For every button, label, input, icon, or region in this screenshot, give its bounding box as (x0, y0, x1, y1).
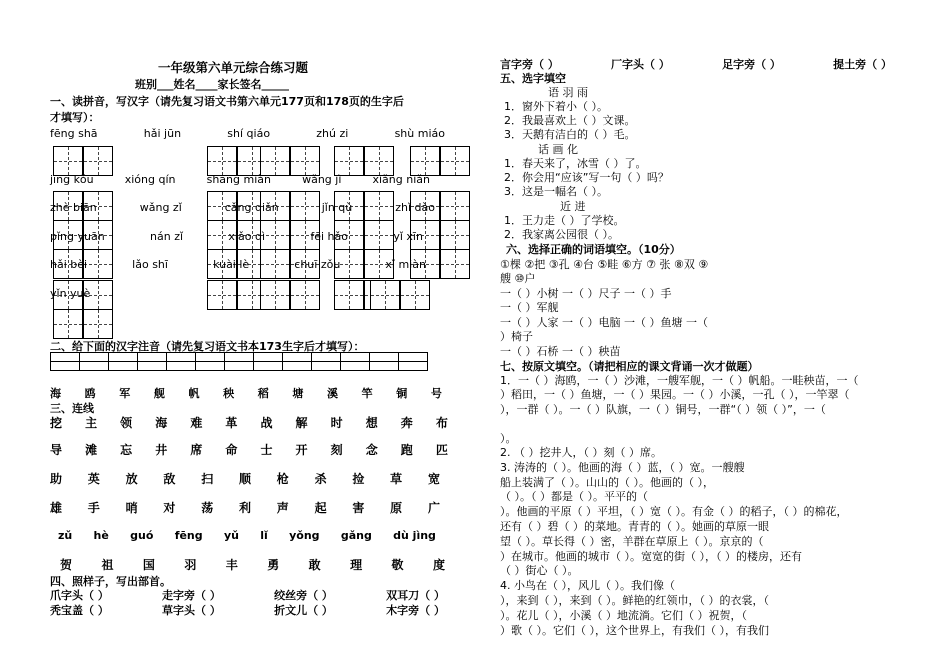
section5-heading: 五、选字填空 (500, 72, 566, 85)
measure-word-options: ①棵 ②把 ③孔 ④台 ⑤畦 ⑥方 ⑦ 张 ⑧双 ⑨ (500, 258, 709, 271)
hanzi[interactable]: 士 (260, 443, 273, 457)
recite-fill-line[interactable]: ）歌（ ）。它们（ ），这个世界上，有我们（ ），有我们 (500, 624, 769, 637)
match-row-3 (50, 470, 440, 487)
hanzi[interactable]: 害 (352, 501, 365, 515)
pinyin-item: xiǎo qì (228, 230, 265, 243)
hanzi: 铜 (396, 387, 408, 400)
pinyin-row-3 (50, 201, 435, 214)
pinyin-item: jīng kǒu (50, 173, 94, 186)
radical-item[interactable]: 折文儿（ ） (274, 604, 333, 617)
pinyin-item[interactable]: guó (130, 529, 154, 542)
recite-fill-line[interactable]: ）。 (500, 432, 517, 445)
hanzi[interactable]: 刻 (330, 443, 343, 457)
hanzi[interactable]: 想 (365, 416, 378, 430)
writing-box[interactable] (440, 191, 470, 221)
hanzi[interactable]: 对 (163, 501, 176, 515)
writing-box[interactable] (83, 146, 113, 176)
pinyin-item[interactable]: yǔ (223, 529, 239, 542)
hanzi[interactable]: 原 (390, 501, 403, 515)
pinyin-item: pǐng yuān (50, 230, 105, 243)
hanzi[interactable]: 战 (260, 416, 273, 430)
radical-item[interactable]: 双耳刀（ ） (386, 589, 445, 602)
hanzi[interactable]: 匹 (435, 443, 448, 457)
writing-box[interactable] (364, 146, 394, 176)
pinyin-item: kuài lè (213, 258, 250, 271)
hanzi[interactable]: 祖 (101, 558, 114, 572)
recite-fill-line[interactable]: ），来到（ ），来到（ ）。鲜艳的红领巾，（ ）的衣裳，（ (500, 594, 769, 607)
fill-sentence[interactable]: 2．我最喜欢上（ ）文课。 (504, 114, 636, 127)
match-row-4 (50, 499, 440, 516)
hanzi[interactable]: 顺 (238, 472, 251, 486)
recite-fill-line[interactable]: 还有（ ）碧（ ）的菜地。青青的（ ）。她画的草原一眼 (500, 520, 769, 533)
hanzi: 号 (430, 387, 442, 400)
writing-box[interactable] (440, 146, 470, 176)
radical-item[interactable]: 提土旁（ ） (833, 58, 892, 71)
radical-item[interactable]: 绞丝旁（ ） (274, 589, 333, 602)
fill-sentence[interactable]: 3．天鹅有洁白的（ ）毛。 (504, 128, 636, 141)
radical-row-2 (50, 602, 445, 618)
hanzi[interactable]: 国 (142, 558, 155, 572)
pinyin-item: shí qiáo (227, 127, 271, 140)
hanzi[interactable]: 解 (295, 416, 308, 430)
word-options-2: 话 画 化 (538, 143, 578, 156)
writing-box[interactable] (83, 309, 113, 339)
pinyin-item: yǐ xīn (393, 230, 423, 243)
hanzi: 秧 (223, 387, 235, 400)
radical-item[interactable]: 言字旁（ ） (500, 58, 559, 71)
student-info-line: 班别___姓名____家长签名_____ (135, 78, 289, 91)
hanzi[interactable]: 席 (190, 443, 203, 457)
radical-row-1 (50, 587, 445, 603)
pinyin-item: shù miáo (394, 127, 445, 140)
pinyin-row-5 (50, 258, 426, 271)
radical-item[interactable]: 爪字头（ ） (50, 589, 109, 602)
hanzi: 帆 (188, 387, 200, 400)
recite-fill-line[interactable]: ）。花儿（ ），小溪（ ）地流淌。它们（ ）祝贺，（ (500, 609, 747, 622)
hanzi[interactable]: 领 (120, 416, 133, 430)
fill-sentence[interactable]: 1．窗外下着小（ ）。 (504, 100, 608, 113)
hanzi: 军 (119, 387, 131, 400)
hanzi[interactable]: 度 (432, 558, 445, 572)
writing-box[interactable] (207, 146, 237, 176)
hanzi: 海 (50, 387, 61, 400)
hanzi[interactable]: 理 (350, 558, 363, 572)
pinyin-item[interactable]: zǔ (58, 529, 73, 542)
section2-heading: 二、给下面的汉字注音（请先复习语文书本173生字后才填写）： (50, 340, 365, 353)
hanzi[interactable]: 枪 (276, 472, 289, 486)
writing-box[interactable] (334, 146, 364, 176)
match-row-2 (50, 441, 448, 458)
writing-box[interactable] (290, 146, 320, 176)
measure-fill-line[interactable]: ）椅子 (500, 330, 533, 343)
hanzi[interactable]: 扫 (201, 472, 214, 486)
hanzi[interactable]: 挖 (50, 416, 63, 430)
hanzi[interactable]: 捡 (352, 472, 365, 486)
hanzi[interactable]: 跑 (400, 443, 413, 457)
hanzi[interactable]: 布 (435, 416, 448, 430)
pinyin-item: jǐn qù (321, 201, 353, 214)
hanzi[interactable]: 勇 (267, 558, 280, 572)
pinyin-item: cǎng qiǎn (224, 201, 279, 214)
hanzi[interactable]: 忘 (120, 443, 133, 457)
hanzi[interactable]: 开 (295, 443, 308, 457)
hanzi: 舰 (153, 387, 165, 400)
pinyin-item: xiǎng niǎn (372, 173, 430, 186)
recite-fill-line[interactable]: 望（ ）。草长得（ ）密，羊群在草原上（ ）。京京的（ (500, 535, 764, 548)
radical-item[interactable]: 秃宝盖（ ） (50, 604, 109, 617)
hanzi[interactable]: 荡 (201, 501, 214, 515)
pinyin-row-2 (50, 173, 430, 186)
pinyin-item: nán zǐ (150, 230, 184, 243)
recite-fill-line[interactable]: 船上装满了（ ）。山山的（ ）。他画的（ ）， (500, 476, 714, 489)
pinyin-answer-grid[interactable] (50, 352, 428, 371)
hanzi[interactable]: 羽 (184, 558, 197, 572)
pinyin-item: fēng shā (50, 127, 98, 140)
radical-item[interactable]: 厂字头（ ） (611, 58, 670, 71)
pinyin-item: lǎo shī (132, 258, 168, 271)
hanzi[interactable]: 草 (390, 472, 403, 486)
pinyin-item[interactable]: dù jìng (393, 529, 436, 542)
hanzi[interactable]: 命 (225, 443, 238, 457)
pinyin-row-6: yǐn yuè (50, 287, 91, 300)
writing-box[interactable] (440, 220, 470, 250)
recite-fill-line[interactable]: 2. （ ）挖井人，（ ）刻（ ）席。 (500, 446, 662, 459)
recite-fill-line[interactable]: ）。他画的平原（ ）平坦，（ ）宽（ ）。有金（ ）的稻子，（ ）的棉花， (500, 505, 848, 518)
word-options-1: 语 羽 雨 (548, 86, 588, 99)
hanzi[interactable]: 哨 (125, 501, 138, 515)
fill-sentence[interactable]: 2．你会用“应该”写一句（ ）吗？ (504, 171, 669, 184)
hanzi[interactable]: 念 (365, 443, 378, 457)
writing-box[interactable] (370, 280, 400, 310)
measure-fill-line[interactable]: 一（ ）小树 一（ ）尺子 一（ ）手 (500, 287, 672, 300)
writing-box[interactable] (260, 146, 290, 176)
pinyin-item: shāng miàn (206, 173, 271, 186)
fill-sentence[interactable]: 1．王力走（ ）了学校。 (504, 214, 625, 227)
recite-fill-line[interactable]: （ ）街心（ ）。 (500, 564, 579, 577)
hanzi[interactable]: 难 (190, 416, 203, 430)
pinyin-item: zhǐ dào (395, 201, 435, 214)
section2-chars (50, 385, 442, 401)
pinyin-item: xióng qín (124, 173, 176, 186)
hanzi[interactable]: 杀 (314, 472, 327, 486)
pinyin-item: hǎi bèi (50, 258, 88, 271)
fill-sentence[interactable]: 1．春天来了，冰雪（ ）了。 (504, 157, 647, 170)
pinyin-item[interactable]: yǒng (289, 529, 320, 542)
section7-heading: 七、按原文填空。（请把相应的课文背诵一次才做题） (500, 360, 759, 373)
hanzi[interactable]: 放 (125, 472, 138, 486)
hanzi[interactable]: 革 (225, 416, 238, 430)
hanzi[interactable]: 助 (50, 472, 63, 486)
fill-sentence[interactable]: 2．我家离公园很（ ）。 (504, 228, 619, 241)
hanzi[interactable]: 敢 (308, 558, 321, 572)
writing-box[interactable] (410, 146, 440, 176)
word-options-3: 近 进 (560, 200, 586, 213)
match-row-1 (50, 414, 448, 431)
recite-fill-line[interactable]: 1．一（ ）海鸥，一（ ）沙滩，一艘军舰，一（ ）帆船。一畦秧苗，一（ (500, 374, 859, 387)
radical-item[interactable]: 草字头（ ） (162, 604, 221, 617)
hanzi[interactable]: 敬 (391, 558, 404, 572)
pinyin-item: wǎng jì (302, 173, 342, 186)
section6-heading: 六、选择正确的词语填空。（10分） (506, 243, 681, 256)
pinyin-item[interactable]: gǎng (340, 529, 372, 542)
measure-fill-line[interactable]: 一（ ）军舰 (500, 301, 559, 314)
recite-fill-line[interactable]: 3. 涛涛的（ ）。他画的海（ ）蓝，（ ）宽。一艘艘 (500, 461, 745, 474)
pinyin-item: xǐ miàn (385, 258, 426, 271)
pinyin-row-1 (50, 127, 445, 140)
pinyin-item: wǎng zǐ (139, 201, 182, 214)
hanzi[interactable]: 贺 (60, 558, 73, 572)
hanzi[interactable]: 手 (87, 501, 100, 515)
recite-fill-line[interactable]: ），一群（ ）。一（ ）队旗，一（ ）铜号，一群“（ ）领（ ）”，一（ (500, 403, 826, 416)
writing-box[interactable] (440, 249, 470, 279)
measure-word-options-cont: 艘 ⑩户 (500, 272, 536, 285)
radical-item[interactable]: 足字旁（ ） (722, 58, 781, 71)
hanzi[interactable]: 广 (427, 501, 440, 515)
hanzi[interactable]: 滩 (85, 443, 98, 457)
pinyin-item[interactable]: hè (93, 529, 109, 542)
recite-fill-line[interactable]: ）在城市。他画的城市（ ）。宽宽的街（ ），（ ）的楼房，还有 (500, 550, 802, 563)
worksheet-title: 一年级第六单元综合练习题 (158, 60, 309, 75)
pinyin-item[interactable]: lǐ (260, 529, 268, 542)
writing-box[interactable] (260, 280, 290, 310)
hanzi[interactable]: 主 (85, 416, 98, 430)
hanzi[interactable]: 利 (238, 501, 251, 515)
recite-fill-line[interactable]: （ ）。（ ）都是（ ）。平平的（ (500, 490, 648, 503)
section1-heading: 一、读拼音，写汉字（请先复习语文书第六单元177页和178页的生字后 (50, 95, 404, 108)
match-pinyin-row (58, 529, 436, 542)
hanzi[interactable]: 宽 (427, 472, 440, 486)
fill-sentence[interactable]: 3．这是一幅名（ ）。 (504, 185, 608, 198)
pinyin-item[interactable]: fēng (174, 529, 203, 542)
hanzi[interactable]: 奔 (400, 416, 413, 430)
hanzi: 稻 (257, 387, 269, 400)
writing-box[interactable] (400, 280, 430, 310)
pinyin-item: zhè biān (50, 201, 97, 214)
hanzi[interactable]: 丰 (225, 558, 238, 572)
pinyin-row-4 (50, 230, 423, 243)
hanzi[interactable]: 起 (314, 501, 327, 515)
hanzi[interactable]: 声 (276, 501, 289, 515)
hanzi: 塘 (292, 387, 304, 400)
section3-heading: 三、连线 (50, 402, 94, 415)
hanzi: 溪 (327, 387, 338, 400)
radical-item[interactable]: 走字旁（ ） (162, 589, 221, 602)
hanzi: 竿 (361, 387, 373, 400)
writing-box[interactable] (53, 309, 83, 339)
pinyin-item: chuī zǒu (294, 258, 341, 271)
pinyin-item: hǎi jūn (143, 127, 182, 140)
recite-fill-line[interactable]: 4. 小鸟在（ ），风儿（ ）。我们像（ (500, 579, 675, 592)
radical-item[interactable]: 木字旁（ ） (386, 604, 445, 617)
section4-heading: 四、照样子，写出部首。 (50, 575, 171, 588)
hanzi[interactable]: 海 (155, 416, 168, 430)
hanzi[interactable]: 英 (87, 472, 100, 486)
section1-heading-cont: 才填写）： (50, 111, 100, 124)
hanzi[interactable]: 敌 (163, 472, 176, 486)
writing-box[interactable] (290, 280, 320, 310)
hanzi[interactable]: 雄 (50, 501, 63, 515)
measure-fill-line[interactable]: 一（ ）人家 一（ ）电脑 一（ ）鱼塘 一（ (500, 316, 708, 329)
writing-box[interactable] (334, 280, 364, 310)
hanzi[interactable]: 导 (50, 443, 63, 457)
hanzi[interactable]: 井 (155, 443, 168, 457)
match-row-5 (60, 556, 445, 573)
hanzi: 鸥 (84, 387, 96, 400)
writing-box[interactable] (53, 146, 83, 176)
hanzi[interactable]: 时 (330, 416, 343, 430)
pinyin-item: fēi hǎo (310, 230, 348, 243)
writing-box[interactable] (207, 280, 237, 310)
recite-fill-line[interactable]: ）稻田，一（ ）鱼塘，一（ ）果园。一（ ）小溪，一孔（ ），一竿翠（ (500, 388, 850, 401)
measure-fill-line[interactable]: 一（ ）石桥 一（ ）秧苗 (500, 345, 621, 358)
pinyin-item: zhú zi (316, 127, 349, 140)
